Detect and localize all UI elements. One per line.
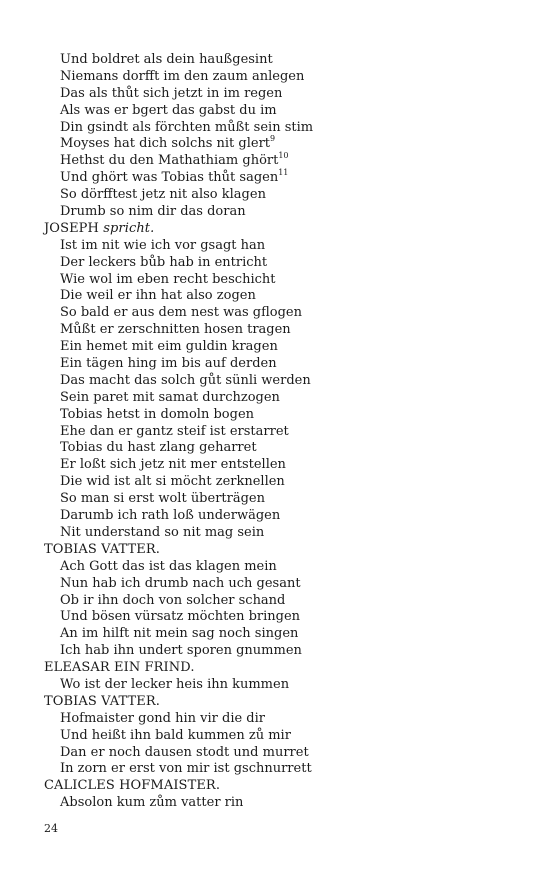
verse-line — [44, 795, 514, 812]
verse-text: Ist im nit wie ich vor gsagt han — [60, 237, 266, 253]
speaker-name: TOBIAS VATTER. — [44, 693, 161, 709]
verse-line — [44, 86, 514, 103]
verse-text: Tobias hetst in domoln bogen — [60, 406, 255, 422]
verse-text: Niemans dorfft im den zaum anlegen — [60, 68, 305, 84]
verse-text: Er loßt sich jetz nit mer entstellen — [60, 457, 286, 473]
verse-text: Tobias du hast zlang geharret — [60, 440, 257, 456]
speaker-name: JOSEPH — [44, 220, 99, 236]
verse-text: So dörfftest jetz nit also klagen — [60, 187, 266, 203]
verse-line — [44, 525, 514, 542]
verse-text: Und bösen vürsatz möchten bringen — [60, 609, 301, 625]
speaker-heading — [44, 221, 514, 238]
speaker-name: TOBIAS VATTER. — [44, 541, 161, 557]
verse-line — [44, 103, 514, 120]
verse-line — [44, 120, 514, 137]
verse-text: Ach Gott das ist das klagen mein — [60, 558, 277, 574]
verse-text: Und heißt ihn bald kummen zů mir — [60, 727, 291, 743]
verse-text: Ich hab ihn undert sporen gnummen — [60, 643, 302, 659]
verse-text: Und ghört was Tobias thůt sagen — [60, 170, 279, 186]
verse-line — [44, 677, 514, 694]
verse-line — [44, 761, 514, 778]
verse-text: An im hilft nit mein sag noch singen — [60, 626, 299, 642]
page-number: 24 — [44, 822, 58, 835]
verse-line — [44, 745, 514, 762]
verse-text: Dan er noch dausen stodt und murret — [60, 744, 309, 760]
verse-line — [44, 474, 514, 491]
verse-text: Sein paret mit samat durchzogen — [60, 389, 280, 405]
verse-line — [44, 491, 514, 508]
verse-text: Wie wol im eben recht beschicht — [60, 271, 276, 287]
verse-text: Ein hemet mit eim guldin kragen — [60, 339, 278, 355]
verse-text: Die wid ist alt si möcht zerknellen — [60, 474, 285, 490]
verse-line — [44, 255, 514, 272]
verse-text: Din gsindt als förchten můßt sein stim — [60, 119, 314, 135]
play-text — [44, 52, 514, 812]
verse-text: Nun hab ich drumb nach uch gesant — [60, 575, 301, 591]
verse-line — [44, 288, 514, 305]
verse-text: So bald er aus dem nest was gflogen — [60, 305, 302, 321]
footnote-marker: 9 — [270, 134, 276, 144]
verse-text: Wo ist der lecker heis ihn kummen — [60, 676, 290, 692]
verse-line — [44, 305, 514, 322]
speaker-heading — [44, 694, 514, 711]
verse-line — [44, 643, 514, 660]
verse-text: Absolon kum zům vatter rin — [60, 795, 244, 811]
verse-line — [44, 356, 514, 373]
verse-text: Das als thůt sich jetzt in im regen — [60, 85, 283, 101]
verse-text: Můßt er zerschnitten hosen tragen — [60, 322, 291, 338]
verse-line — [44, 322, 514, 339]
verse-text: Hethst du den Mathathiam ghört — [60, 153, 279, 169]
verse-line — [44, 167, 514, 187]
verse-text: Hofmaister gond hin vir die dir — [60, 710, 266, 726]
verse-line — [44, 272, 514, 289]
speech-mode: spricht. — [103, 220, 155, 236]
verse-text: Als was er bgert das gabst du im — [60, 102, 277, 118]
verse-text: Ein tägen hing im bis auf derden — [60, 356, 277, 372]
verse-line — [44, 440, 514, 457]
verse-line — [44, 457, 514, 474]
verse-text: Die weil er ihn hat also zogen — [60, 288, 256, 304]
verse-text: Der leckers bůb hab in entricht — [60, 254, 268, 270]
verse-line — [44, 238, 514, 255]
speaker-heading — [44, 778, 514, 795]
verse-text: Ob ir ihn doch von solcher schand — [60, 592, 286, 608]
speaker-heading — [44, 660, 514, 677]
verse-text: Das macht das solch gůt sünli werden — [60, 372, 311, 388]
verse-text: Darumb ich rath loß underwägen — [60, 508, 281, 524]
verse-text: In zorn er erst von mir ist gschnurrett — [60, 761, 312, 777]
footnote-marker: 11 — [278, 167, 289, 177]
verse-text: Nit understand so nit mag sein — [60, 524, 265, 540]
verse-line — [44, 424, 514, 441]
verse-text: So man si erst wolt überträgen — [60, 491, 265, 507]
speaker-name: CALICLES HOFMAISTER. — [44, 778, 221, 794]
verse-text: Und boldret als dein haußgesint — [60, 52, 273, 67]
verse-line — [44, 204, 514, 221]
verse-text: Drumb so nim dir das doran — [60, 204, 246, 220]
verse-line — [44, 339, 514, 356]
speaker-heading — [44, 542, 514, 559]
verse-line — [44, 69, 514, 86]
footnote-marker: 10 — [278, 151, 289, 161]
verse-line — [44, 728, 514, 745]
verse-line — [44, 559, 514, 576]
verse-line — [44, 187, 514, 204]
verse-line — [44, 609, 514, 626]
verse-line — [44, 711, 514, 728]
verse-line — [44, 593, 514, 610]
verse-line — [44, 626, 514, 643]
verse-line — [44, 576, 514, 593]
verse-line — [44, 52, 514, 69]
verse-text: Moyses hat dich solchs nit glert — [60, 136, 271, 152]
verse-line — [44, 373, 514, 390]
speaker-name: ELEASAR EIN FRIND. — [44, 660, 195, 676]
verse-line — [44, 390, 514, 407]
verse-line — [44, 508, 514, 525]
verse-text: Ehe dan er gantz steif ist erstarret — [60, 423, 289, 439]
verse-line — [44, 407, 514, 424]
